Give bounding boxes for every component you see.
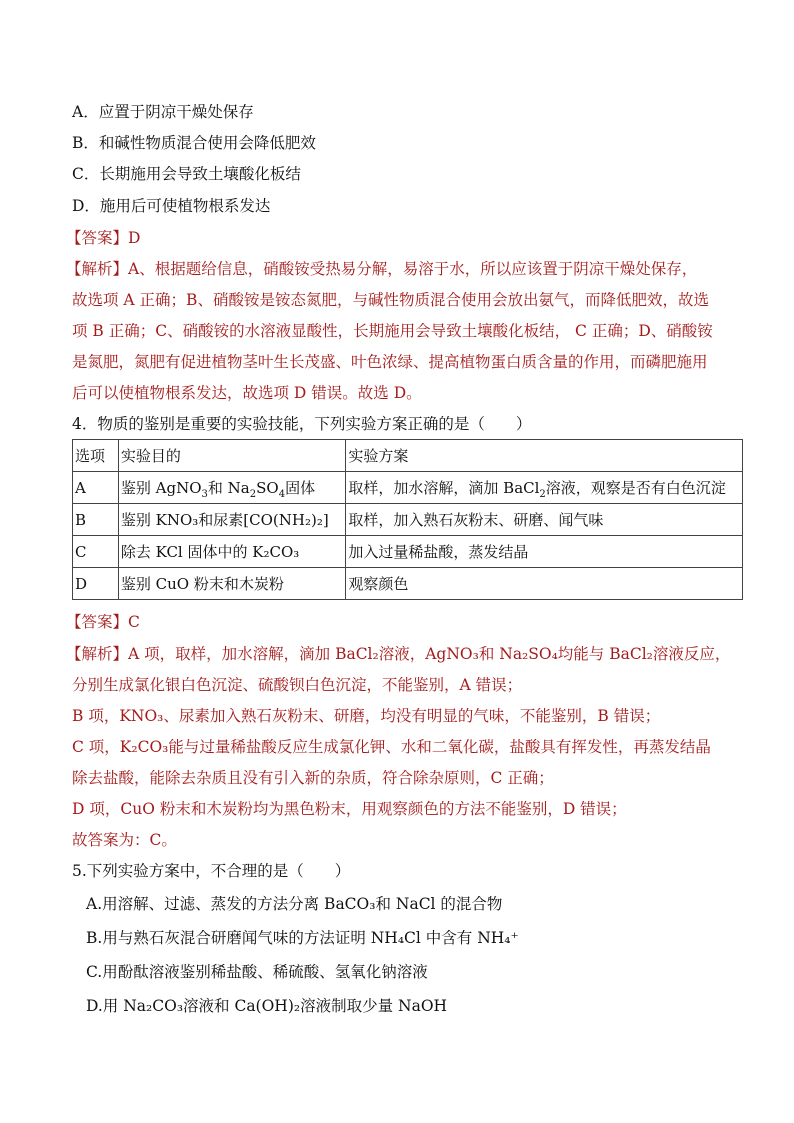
q3-analysis-line-5: 后可以使植物根系发达，故选项 D 错误。故选 D。 xyxy=(72,384,422,402)
analysis-label: 【解析】 xyxy=(66,645,129,663)
q3-analysis-line-1 xyxy=(66,259,697,279)
goal-text: 固体 xyxy=(285,479,316,497)
table-row xyxy=(73,504,743,536)
q4-analysis-line-2: 分别生成氯化银白色沉淀、硫酸钡白色沉淀，不能鉴别，A 错误； xyxy=(72,676,523,694)
analysis-label: 【解析】 xyxy=(66,260,129,278)
row-goal: 除去 KCl 固体中的 K₂CO₃ xyxy=(118,536,346,568)
answer-label: 【答案】 xyxy=(66,613,129,631)
row-goal: 鉴别 AgNO$_3$和 $Na_2SO_4$固体 xyxy=(118,472,346,504)
header-option: 选项 xyxy=(73,440,119,472)
table-row xyxy=(73,536,743,568)
q3-analysis-line-4: 是氮肥，氮肥有促进植物茎叶生长茂盛、叶色浓绿、提高植物蛋白质含量的作用，而磷肥施用 xyxy=(72,353,708,371)
q3-option-d: D．施用后可使植物根系发达 xyxy=(72,197,271,215)
q5-option-a: A.用溶解、过滤、蒸发的方法分离 BaCO₃和 NaCl 的混合物 xyxy=(86,895,503,913)
header-goal: 实验目的 xyxy=(118,440,346,472)
goal-text: 鉴别 AgNO xyxy=(120,479,202,497)
row-plan: 加入过量稀盐酸，蒸发结晶 xyxy=(346,536,743,568)
q4-analysis-line-1 xyxy=(66,644,730,664)
row-option: B xyxy=(73,504,119,536)
answer-label: 【答案】 xyxy=(66,229,129,247)
row-goal: 鉴别 KNO₃和尿素[CO(NH₂)₂] xyxy=(118,504,346,536)
row-plan: 取样，加入熟石灰粉末、研磨、闻气味 xyxy=(346,504,743,536)
row-goal: 鉴别 CuO 粉末和木炭粉 xyxy=(118,568,346,600)
q5-option-c: C.用酚酞溶液鉴别稀盐酸、稀硫酸、氢氧化钠溶液 xyxy=(86,963,428,981)
answer-value: C xyxy=(128,613,140,631)
q3-option-c: C．长期施用会导致土壤酸化板结 xyxy=(72,165,301,183)
q3-option-a: A．应置于阴凉干燥处保存 xyxy=(72,103,254,121)
q4-analysis-line-3: B 项，KNO₃、尿素加入熟石灰粉末、研磨，均没有明显的气味，不能鉴别，B 错误； xyxy=(72,707,661,725)
q5-stem: 5.下列实验方案中，不合理的是（ ） xyxy=(72,862,351,880)
plan-text: 溶液，观察是否有白色沉淀 xyxy=(545,479,726,497)
q4-experiment-table xyxy=(72,439,743,600)
table-row xyxy=(73,472,743,504)
analysis-text: A 项，取样，加水溶解，滴加 BaCl₂溶液，AgNO₃和 Na₂SO₄均能与 BaCl₂溶液反应， xyxy=(128,645,731,663)
plan-text: 取样，加水溶解，滴加 BaCl xyxy=(348,479,540,497)
q3-analysis-line-3: 项 B 正确；C、硝酸铵的水溶液显酸性，长期施用会导致土壤酸化板结， C 正确；D、硝酸铵 xyxy=(72,322,713,340)
q5-option-d: D.用 Na₂CO₃溶液和 Ca(OH)₂溶液制取少量 NaOH xyxy=(86,997,448,1015)
goal-text: 和 Na xyxy=(207,479,250,497)
q4-analysis-line-4: C 项，K₂CO₃能与过量稀盐酸反应生成氯化钾、水和二氧化碳，盐酸具有挥发性，再蒸发结晶 xyxy=(72,738,711,756)
row-option: A xyxy=(73,472,119,504)
q3-option-b: B．和碱性物质混合使用会降低肥效 xyxy=(72,134,316,152)
row-option: D xyxy=(73,568,119,600)
goal-text: SO xyxy=(256,479,279,497)
analysis-text: A、根据题给信息，硝酸铵受热易分解，易溶于水，所以应该置于阴凉干燥处保存， xyxy=(128,260,698,278)
row-option: C xyxy=(73,536,119,568)
answer-value: D xyxy=(128,229,141,247)
q3-answer xyxy=(66,228,140,248)
q3-analysis-line-2: 故选项 A 正确；B、硝酸铵是铵态氮肥，与碱性物质混合使用会放出氨气，而降低肥效，故选 xyxy=(72,291,709,309)
q4-analysis-line-6: D 项，CuO 粉末和木炭粉均为黑色粉末，用观察颜色的方法不能鉴别，D 错误； xyxy=(72,800,627,818)
header-plan: 实验方案 xyxy=(346,440,743,472)
q4-stem: 4．物质的鉴别是重要的实验技能，下列实验方案正确的是（ ） xyxy=(72,415,532,433)
q4-analysis-line-5: 除去盐酸，能除去杂质且没有引入新的杂质，符合除杂原则，C 正确； xyxy=(72,769,554,787)
table-header-row xyxy=(73,440,743,472)
table-row xyxy=(73,568,743,600)
row-plan: 取样，加水溶解，滴加 BaCl$_2$溶液，观察是否有白色沉淀 xyxy=(346,472,743,504)
row-plan: 观察颜色 xyxy=(346,568,743,600)
q4-analysis-line-7: 故答案为：C。 xyxy=(72,831,177,849)
q5-option-b: B.用与熟石灰混合研磨闻气味的方法证明 NH₄Cl 中含有 NH₄⁺ xyxy=(86,929,519,947)
q4-answer xyxy=(66,612,140,632)
